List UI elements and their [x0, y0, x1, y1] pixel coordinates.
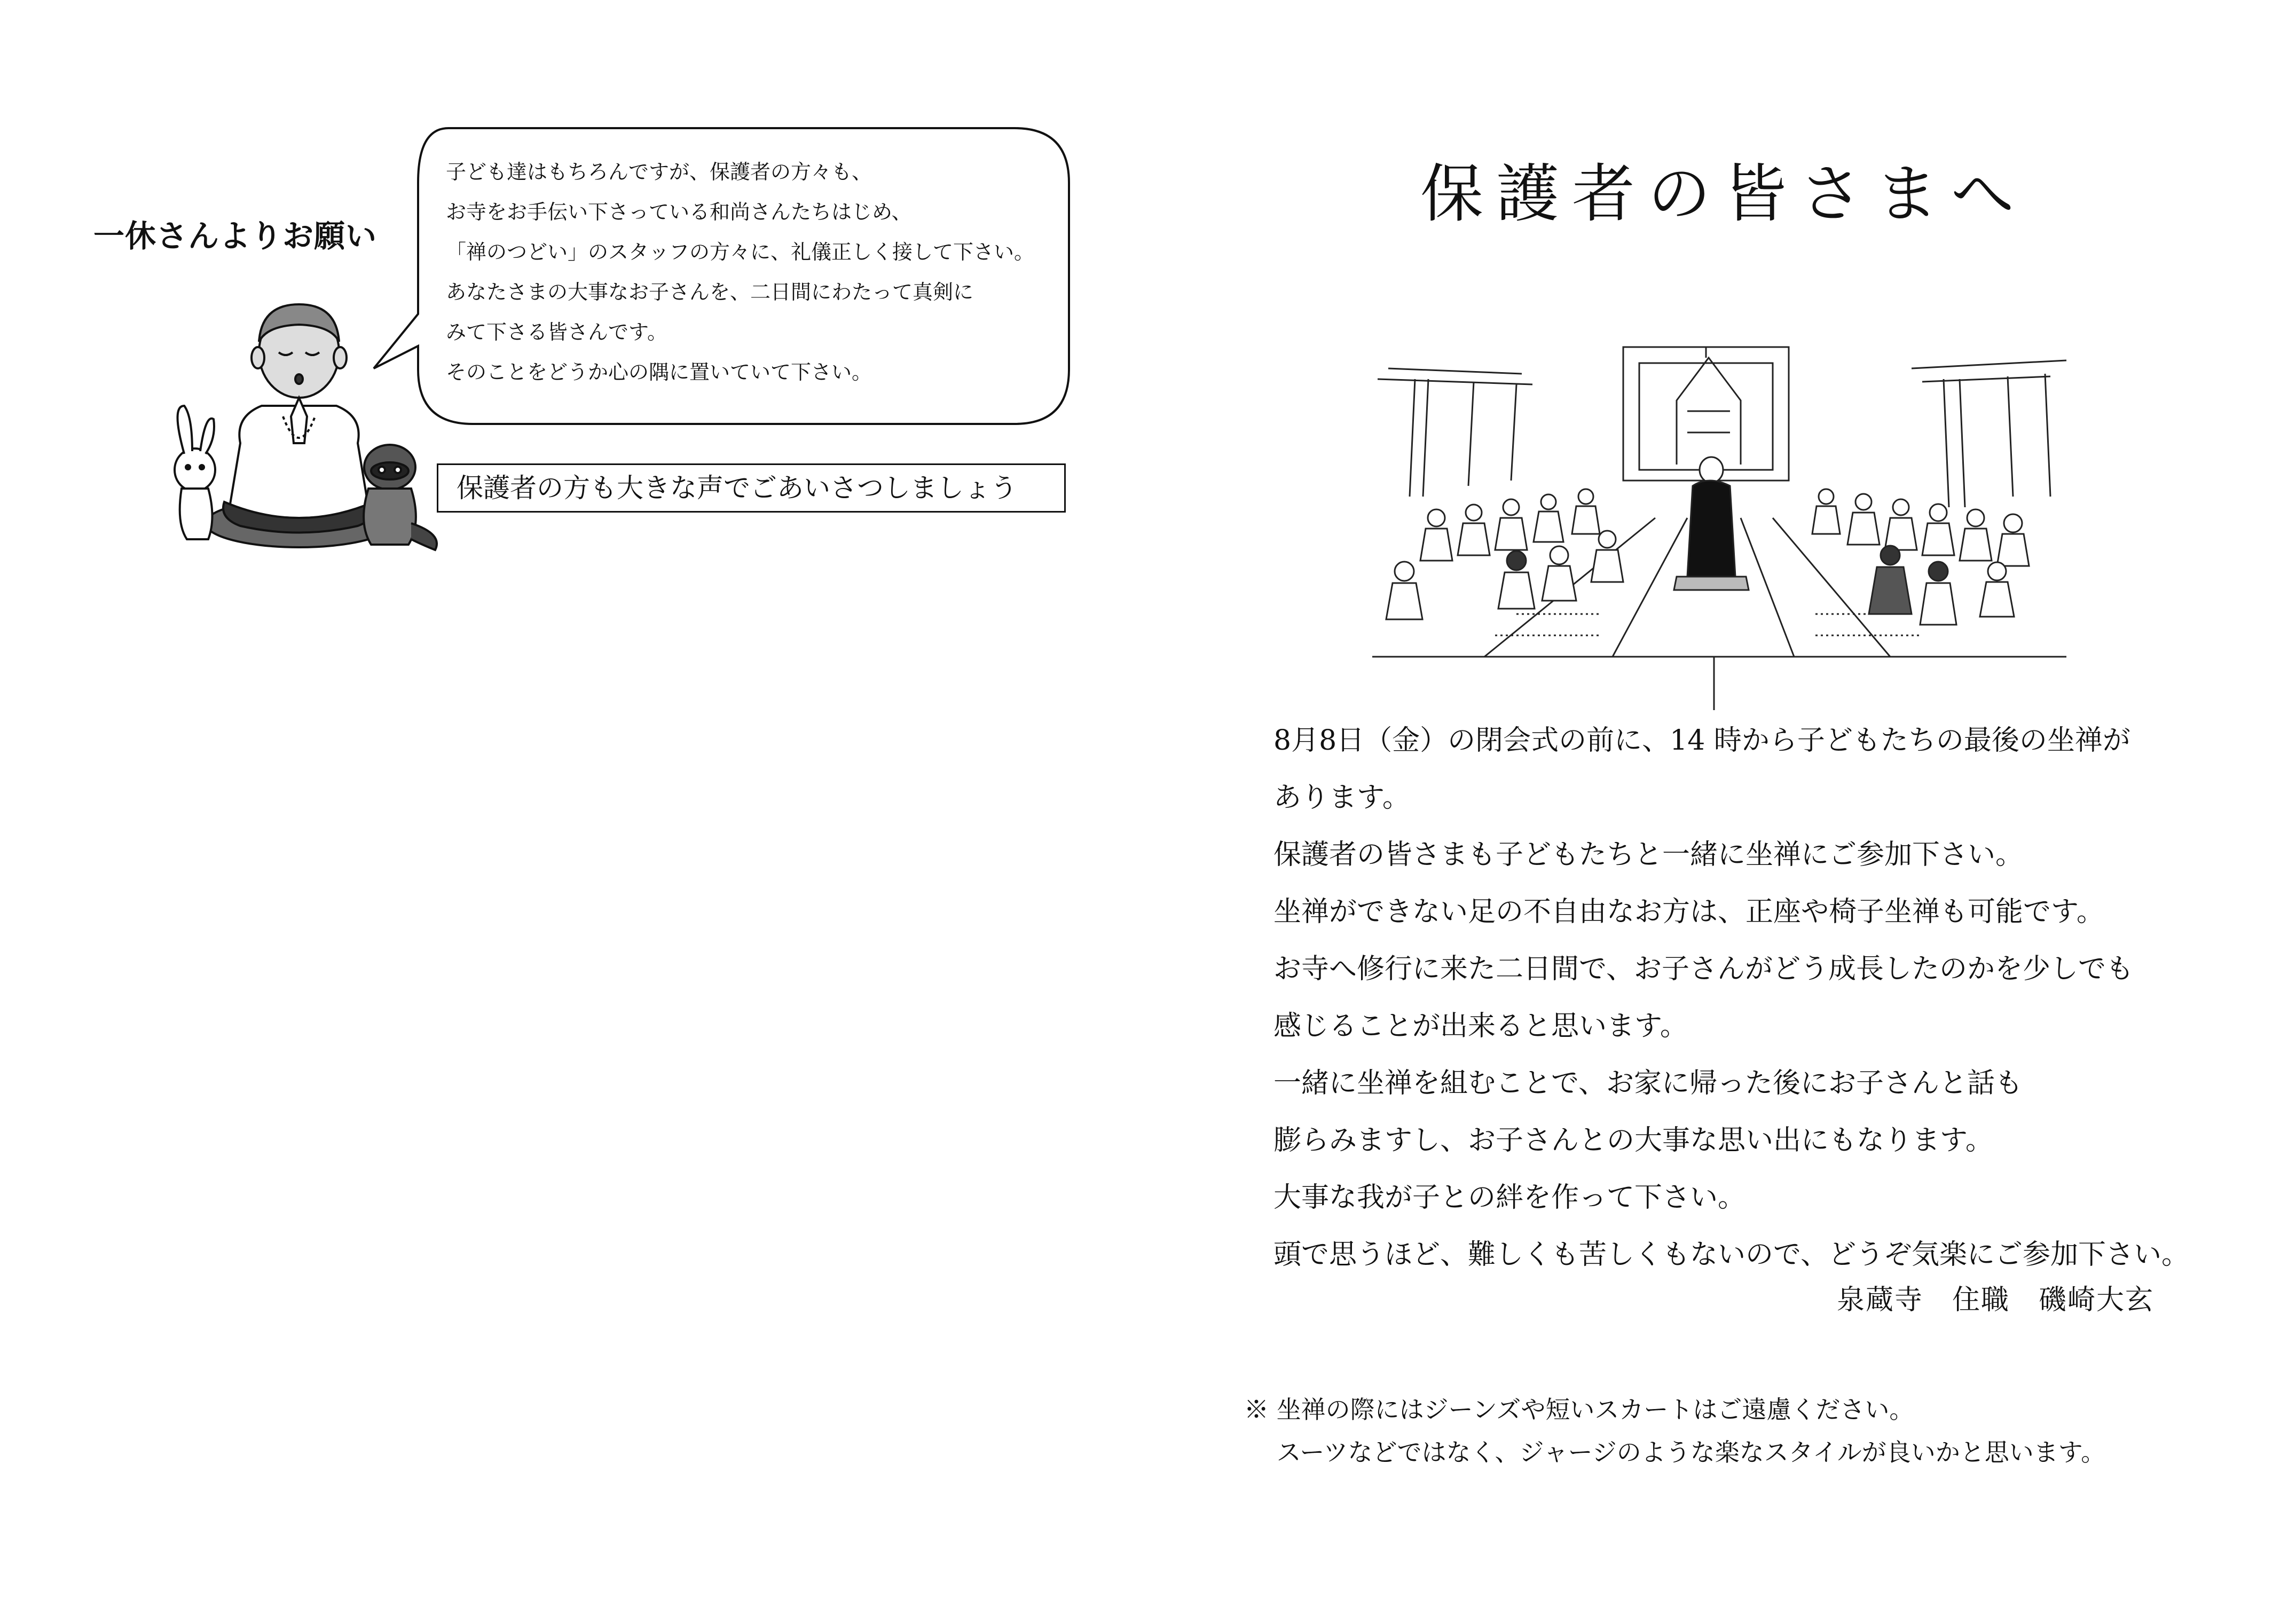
body-line: 大事な我が子との絆を作って下さい。: [1273, 1182, 1746, 1214]
body-line: 8月8日（金）の閉会式の前に、14 時から子どもたちの最後の坐禅が: [1273, 725, 2130, 757]
speech-bubble-text: [446, 152, 1055, 392]
bubble-line: みて下さる皆さんです。: [446, 320, 667, 344]
body-text: [1273, 712, 2245, 1284]
page-title: 保護者の皆さまへ: [1420, 157, 2027, 231]
body-line: 坐禅ができない足の不自由なお方は、正座や椅子坐禅も可能です。: [1273, 896, 2104, 928]
footnote: [1244, 1388, 2105, 1474]
temple-zazen-illustration-icon: [1356, 336, 2072, 710]
bubble-line: 「禅のつどい」のスタッフの方々に、礼儀正しく接して下さい。: [446, 240, 1035, 264]
body-line: 保護者の皆さまも子どもたちと一緒に坐禅にご参加下さい。: [1273, 839, 2024, 871]
greeting-box: 保護者の方も大きな声でごあいさつしましょう: [437, 463, 1066, 513]
bubble-line: そのことをどうか心の隅に置いていて下さい。: [446, 360, 872, 384]
bubble-line: あなたさまの大事なお子さんを、二日間にわたって真剣に: [446, 280, 974, 304]
body-line: 感じることが出来ると思います。: [1273, 1010, 1688, 1042]
signature: 泉蔵寺 住職 磯崎大玄: [1837, 1284, 2155, 1316]
body-line: 一緒に坐禅を組むことで、お家に帰った後にお子さんと話も: [1273, 1067, 2023, 1099]
monk-rabbit-tanuki-illustration-icon: [155, 283, 443, 561]
body-line: 膨らみますし、お子さんとの大事な思い出にもなります。: [1273, 1124, 1993, 1156]
body-line: 頭で思うほど、難しくも苦しくもないので、どうぞ気楽にご参加下さい。: [1273, 1239, 2189, 1271]
request-title: 一休さんよりお願い: [93, 218, 378, 254]
footnote-line: スーツなどではなく、ジャージのような楽なスタイルが良いかと思います。: [1244, 1438, 2106, 1467]
body-line: あります。: [1273, 782, 1410, 814]
footnote-line: ※ 坐禅の際にはジーンズや短いスカートはご遠慮ください。: [1244, 1395, 1914, 1424]
body-line: お寺へ修行に来た二日間で、お子さんがどう成長したのかを少しでも: [1273, 953, 2134, 985]
bubble-line: 子ども達はもちろんですが、保護者の方々も、: [446, 160, 872, 184]
bubble-line: お寺をお手伝い下さっている和尚さんたちはじめ、: [446, 200, 912, 224]
